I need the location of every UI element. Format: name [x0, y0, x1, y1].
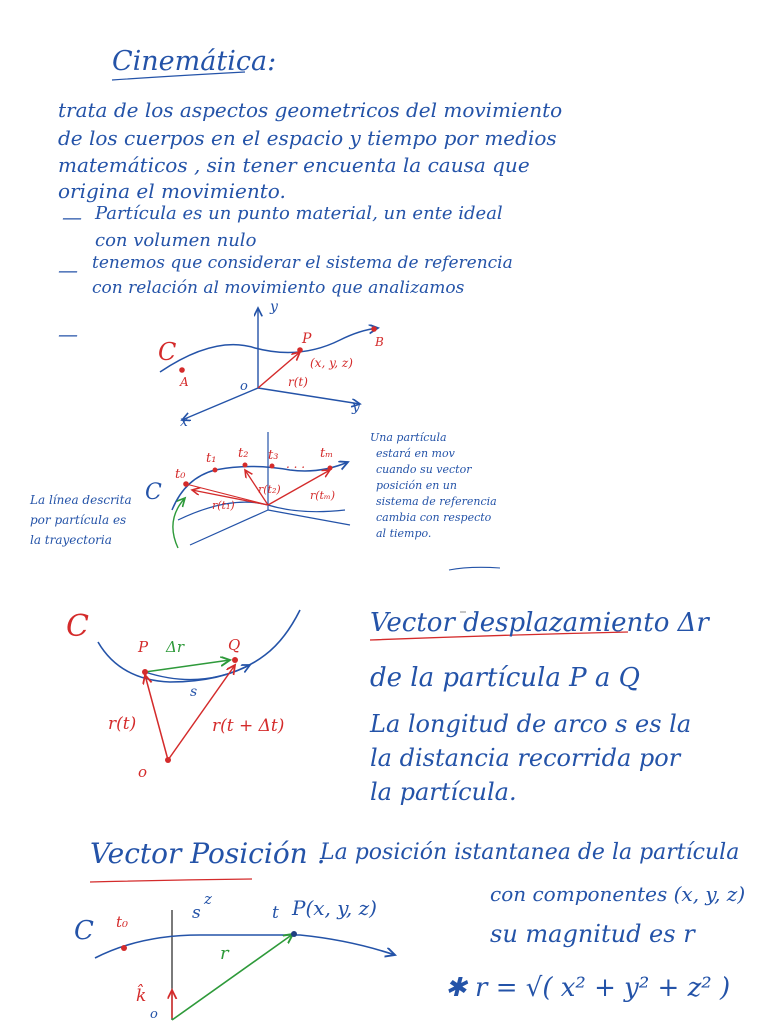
fig2-right-note-4: posición en un	[376, 479, 457, 492]
fig3-point-p	[142, 669, 148, 675]
paragraph-line-1: trata de los aspectos geometricos del movimiento	[58, 98, 563, 122]
fig3-displacement-label: Δr	[166, 638, 185, 656]
fig3-curve-label: C	[66, 609, 89, 644]
fig4-z-label: z	[204, 890, 212, 908]
fig2-point-t2	[243, 463, 248, 468]
fig4-t-label: t	[272, 903, 279, 923]
displacement-line-3: La longitud de arco s es la	[370, 710, 692, 738]
fig4-point-t0	[121, 945, 127, 951]
fig4-curve-label: C	[74, 916, 94, 946]
fig4-unit-k-label: k̂	[136, 986, 147, 1006]
fig2-point-t0	[183, 481, 189, 487]
fig2-axis-b	[268, 510, 350, 525]
fig2-r1-label: r(t₁)	[212, 499, 235, 512]
fig2-right-note-7: al tiempo.	[376, 527, 432, 540]
position-heading-underline	[90, 879, 252, 882]
bullet-dash-3: —	[58, 322, 78, 346]
fig2-r2-label: r(t₂)	[258, 483, 281, 496]
fig2-right-note-5: sistema de referencia	[376, 495, 497, 508]
position-description-3: su magnitud es r	[490, 920, 695, 948]
fig2-point-tn	[328, 466, 333, 471]
fig2-axis-a	[190, 510, 268, 545]
fig2-right-note-2: estará en mov	[376, 447, 455, 460]
fig3-point-q	[232, 657, 238, 663]
fig2-lower-curve	[178, 499, 345, 520]
displacement-heading: Vector desplazamiento Δr	[370, 608, 709, 638]
fig3-point-q-label: Q	[228, 636, 241, 654]
fig4-vector-label: r	[220, 943, 229, 964]
fig1-point-a-label: A	[180, 375, 189, 389]
fig2-left-note-1: La línea descrita	[30, 493, 132, 507]
fig2-point-t3	[270, 464, 275, 469]
page-title: Cinemática:	[112, 46, 277, 77]
point-p	[297, 347, 303, 353]
fig3-displacement	[145, 660, 230, 672]
scribble-mark	[449, 567, 500, 570]
fig2-left-note-3: la trayectoria	[30, 533, 112, 547]
fig2-right-note-1: Una partícula	[370, 431, 447, 444]
magnitude-formula: ✱ r = √( x² + y² + z² )	[445, 973, 731, 1003]
displacement-line-2: de la partícula P a Q	[370, 663, 640, 693]
bullet2-line-1: tenemos que considerar el sistema de referencia	[92, 253, 513, 273]
fig1-point-p-label: P	[302, 331, 312, 347]
displacement-line-5: la partícula.	[370, 778, 517, 806]
fig1-curve-label: C	[158, 338, 177, 366]
fig2-t0-label: t₀	[175, 467, 186, 482]
fig4-point-p	[291, 931, 297, 937]
fig4-t0-label: t₀	[116, 913, 129, 931]
fig1-vector-label: r(t)	[288, 375, 308, 389]
fig3-point-p-label: P	[138, 638, 149, 656]
fig3-vector-rt	[145, 675, 168, 760]
position-description-2: con componentes (x, y, z)	[490, 882, 746, 906]
fig1-axis-y-label: y	[352, 399, 360, 415]
bullet1-line-1: Partícula es un punto material, un ente ideal	[95, 203, 503, 224]
figure-displacement	[98, 610, 300, 763]
paragraph-line-4: origina el movimiento.	[58, 179, 286, 203]
fig4-s-label: s	[192, 903, 201, 923]
fig1-point-b-label: B	[375, 335, 384, 349]
fig4-point-label: P(x, y, z)	[292, 896, 377, 920]
fig2-right-note-3: cuando su vector	[376, 463, 472, 476]
paragraph-line-3: matemáticos , sin tener encuenta la causa que	[58, 153, 530, 177]
fig2-dots: . . .	[286, 457, 306, 471]
fig2-t3-label: t₃	[268, 448, 279, 463]
bullet-dash-2: —	[58, 258, 78, 282]
bullet2-line-2: con relación al movimiento que analizamos	[92, 278, 465, 298]
displacement-line-4: la distancia recorrida por	[370, 744, 681, 772]
bullet1-line-2: con volumen nulo	[95, 230, 257, 251]
fig2-curve-label: C	[145, 480, 162, 505]
fig2-right-note-6: cambia con respecto	[376, 511, 492, 524]
position-description-1: La posición istantanea de la partícula	[320, 840, 740, 865]
fig3-rtdt-label: r(t + Δt)	[212, 716, 285, 736]
fig2-rn-label: r(tₘ)	[310, 489, 336, 502]
fig3-rt-label: r(t)	[108, 714, 137, 734]
fig1-origin-label: o	[240, 379, 248, 394]
fig3-origin-point	[165, 757, 171, 763]
fig3-origin-label: o	[138, 763, 148, 781]
fig1-coords-label: (x, y, z)	[310, 356, 353, 370]
fig3-curve	[98, 610, 300, 682]
paragraph-line-2: de los cuerpos en el espacio y tiempo por medios	[58, 126, 557, 150]
fig2-tn-label: tₘ	[320, 446, 334, 461]
axis-y	[258, 388, 360, 404]
fig4-trajectory	[95, 935, 395, 958]
fig2-point-t1	[213, 468, 218, 473]
point-b	[371, 326, 377, 332]
fig2-left-note-2: por partícula es	[30, 513, 127, 527]
bullet-dash-1: —	[62, 205, 82, 229]
fig1-axis-x-label: x	[180, 414, 188, 430]
point-a	[179, 367, 185, 373]
fig2-t2-label: t₂	[238, 446, 249, 461]
fig1-axis-z-label: y	[270, 299, 278, 315]
fig4-position-vector	[172, 934, 293, 1020]
fig3-arc-label: s	[190, 684, 198, 700]
position-heading: Vector Posición .	[90, 837, 326, 870]
fig4-origin-label: o	[150, 1007, 158, 1022]
fig2-t1-label: t₁	[206, 451, 217, 466]
